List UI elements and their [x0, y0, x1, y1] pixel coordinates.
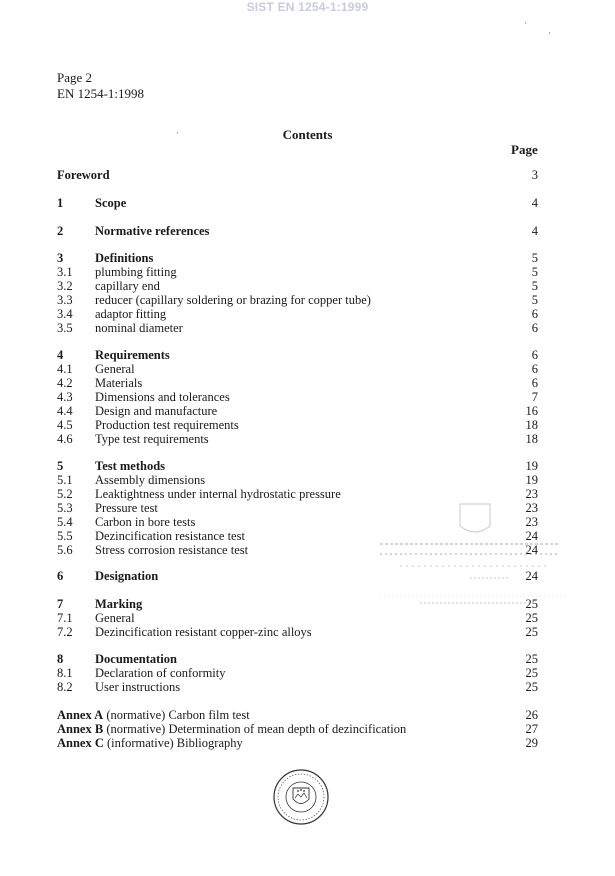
- toc-page-number: 5: [531, 251, 538, 265]
- toc-annex-row: [57, 708, 538, 722]
- toc-page-number: 6: [531, 376, 538, 390]
- toc-section-number: 8: [57, 652, 64, 666]
- toc-row: [57, 376, 538, 390]
- toc-page-number: 27: [525, 722, 538, 736]
- toc-page-number: 26: [525, 708, 538, 722]
- toc-row: [57, 293, 538, 307]
- toc-section-number: 8.2: [57, 680, 73, 694]
- toc-section-title: Dezincification resistance test: [95, 529, 245, 543]
- toc-foreword-row: [57, 168, 538, 182]
- toc-page-number: 23: [525, 515, 538, 529]
- toc-page-number: 25: [525, 597, 538, 611]
- toc-section-title: nominal diameter: [95, 321, 183, 335]
- toc-page-number: 6: [531, 321, 538, 335]
- toc-section-number: 3.3: [57, 293, 73, 307]
- toc-section-title: Dimensions and tolerances: [95, 390, 230, 404]
- toc-row: [57, 487, 538, 501]
- toc-row: [57, 224, 538, 238]
- toc-page-number: 6: [531, 362, 538, 376]
- toc-page-number: 23: [525, 487, 538, 501]
- toc-section-number: 7.2: [57, 625, 73, 639]
- toc-annex-label: Annex B: [57, 722, 104, 736]
- speck-mark: ·: [548, 28, 551, 38]
- toc-annex-entry: [57, 736, 243, 750]
- toc-section-number: 4.4: [57, 404, 73, 418]
- toc-annex-entry: [57, 722, 406, 736]
- toc-section-number: 5.6: [57, 543, 73, 557]
- toc-page-number: 18: [525, 432, 538, 446]
- toc-section-number: 3.1: [57, 265, 73, 279]
- toc-section-title: Normative references: [95, 224, 210, 238]
- toc-section-title: Design and manufacture: [95, 404, 218, 418]
- toc-page-number: 19: [525, 459, 538, 473]
- toc-section-number: 1: [57, 196, 64, 210]
- toc-page-number: 6: [531, 307, 538, 321]
- toc-row: [57, 611, 538, 625]
- toc-row: [57, 251, 538, 265]
- toc-annex-title: (normative) Determination of mean depth of dezincification: [106, 722, 407, 736]
- toc-page-number: 25: [525, 611, 538, 625]
- toc-section-title: User instructions: [95, 680, 181, 694]
- toc-page-number: 5: [531, 279, 538, 293]
- toc-row: [57, 459, 538, 473]
- toc-section-title: General: [95, 611, 135, 625]
- toc-annex-label: Annex C: [57, 736, 104, 750]
- page-column-heading: Page: [511, 142, 538, 157]
- official-seal-icon: [268, 768, 334, 826]
- toc-section-number: 5.5: [57, 529, 73, 543]
- toc-page-number: 5: [531, 265, 538, 279]
- toc-section-number: 4.2: [57, 376, 73, 390]
- toc-section-number: 4.1: [57, 362, 73, 376]
- toc-section-title: General: [95, 362, 135, 376]
- watermark-title: SIST EN 1254-1:1999: [246, 0, 369, 14]
- toc-row: [57, 321, 538, 335]
- toc-section-title: Carbon in bore tests: [95, 515, 196, 529]
- toc-section-title: Pressure test: [95, 501, 158, 515]
- toc-page-number: 24: [525, 569, 538, 583]
- toc-section-title: Type test requirements: [95, 432, 209, 446]
- toc-section-title: Documentation: [95, 652, 177, 666]
- toc-section-title: Declaration of conformity: [95, 666, 226, 680]
- toc-section-title: capillary end: [95, 279, 160, 293]
- toc-section-number: 5.3: [57, 501, 73, 515]
- toc-section-title: Materials: [95, 376, 143, 390]
- toc-section-number: 2: [57, 224, 64, 238]
- toc-page-number: 29: [525, 736, 538, 750]
- toc-section-title: Leaktightness under internal hydrostatic pressure: [95, 487, 341, 501]
- toc-section-number: 3.4: [57, 307, 73, 321]
- toc-section-number: 3.2: [57, 279, 73, 293]
- toc-section-title: Marking: [95, 597, 143, 611]
- toc-page-number: 3: [531, 168, 538, 182]
- toc-section-number: 4.3: [57, 390, 73, 404]
- toc-section-title: reducer (capillary soldering or brazing for copper tube): [95, 293, 371, 307]
- toc-section-number: 5.1: [57, 473, 73, 487]
- toc-row: [57, 307, 538, 321]
- toc-section-title: Test methods: [95, 459, 166, 473]
- toc-row: [57, 652, 538, 666]
- toc-row: [57, 680, 538, 694]
- speck-mark: ·: [176, 128, 179, 138]
- toc-row: [57, 196, 538, 210]
- toc-page-number: 7: [531, 390, 538, 404]
- toc-section-number: 3: [57, 251, 64, 265]
- toc-section-number: 4.6: [57, 432, 73, 446]
- toc-row: [57, 404, 538, 418]
- toc-page-number: 25: [525, 652, 538, 666]
- toc-section-number: 7.1: [57, 611, 73, 625]
- toc-row: [57, 279, 538, 293]
- toc-section-number: 7: [57, 597, 64, 611]
- toc-section-number: 5.2: [57, 487, 73, 501]
- toc-page-number: 5: [531, 293, 538, 307]
- contents-heading: Contents: [282, 127, 333, 142]
- toc-page-number: 24: [525, 529, 538, 543]
- toc-annex-entry: [57, 708, 250, 722]
- toc-row: [57, 265, 538, 279]
- toc-page-number: 4: [531, 196, 538, 210]
- toc-section-title: Requirements: [95, 348, 170, 362]
- toc-page-number: 18: [525, 418, 538, 432]
- toc-page-number: 25: [525, 666, 538, 680]
- toc-annex-label: Annex A: [57, 708, 104, 722]
- toc-section-title: Designation: [95, 569, 159, 583]
- toc-section-title: Definitions: [95, 251, 154, 265]
- toc-row: [57, 432, 538, 446]
- toc-annex-row: [57, 722, 538, 736]
- toc-section-title: Production test requirements: [95, 418, 239, 432]
- toc-page-number: 19: [525, 473, 538, 487]
- toc-row: [57, 390, 538, 404]
- toc-section-title: Stress corrosion resistance test: [95, 543, 249, 557]
- toc-row: [57, 418, 538, 432]
- toc-section-number: 8.1: [57, 666, 73, 680]
- toc-foreword-title: Foreword: [57, 168, 110, 182]
- toc-row: [57, 473, 538, 487]
- toc-page-number: 6: [531, 348, 538, 362]
- toc-page-number: 25: [525, 680, 538, 694]
- page-number-label: Page 2: [57, 70, 93, 85]
- toc-section-number: 4: [57, 348, 64, 362]
- standard-number-label: EN 1254-1:1998: [57, 86, 145, 101]
- toc-page-number: 4: [531, 224, 538, 238]
- toc-row: [57, 666, 538, 680]
- toc-page-number: 23: [525, 501, 538, 515]
- toc-page-number: 24: [525, 543, 538, 557]
- toc-section-number: 3.5: [57, 321, 73, 335]
- toc-section-number: 5: [57, 459, 64, 473]
- toc-section-number: 5.4: [57, 515, 73, 529]
- toc-row: [57, 348, 538, 362]
- toc-section-number: 4.5: [57, 418, 73, 432]
- toc-row: [57, 625, 538, 639]
- toc-section-number: 6: [57, 569, 64, 583]
- toc-annex-row: [57, 736, 538, 750]
- toc-page-number: 16: [525, 404, 538, 418]
- toc-row: [57, 362, 538, 376]
- toc-section-title: Scope: [95, 196, 127, 210]
- toc-page-number: 25: [525, 625, 538, 639]
- speck-mark: ·: [524, 18, 527, 28]
- toc-annex-title: (informative) Bibliography: [107, 736, 243, 750]
- faint-stamp-mark: [380, 500, 570, 610]
- toc-section-title: Dezincification resistant copper-zinc alloys: [95, 625, 312, 639]
- toc-section-title: Assembly dimensions: [95, 473, 206, 487]
- toc-section-title: plumbing fitting: [95, 265, 177, 279]
- toc-annex-title: (normative) Carbon film test: [106, 708, 250, 722]
- toc-section-title: adaptor fitting: [95, 307, 167, 321]
